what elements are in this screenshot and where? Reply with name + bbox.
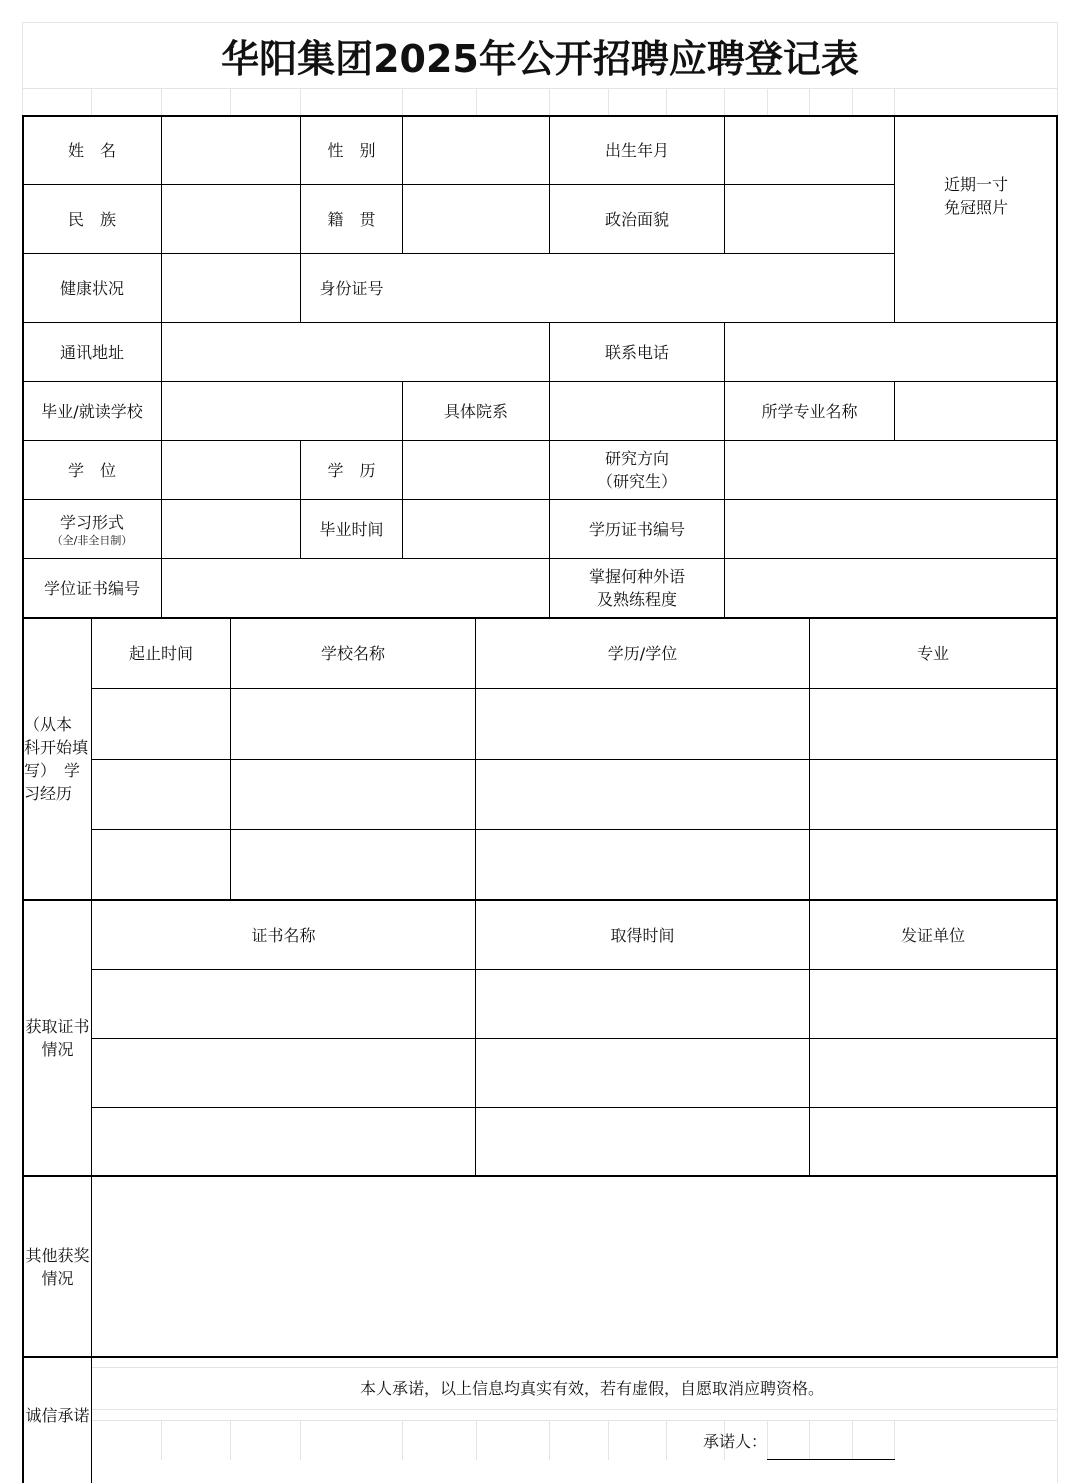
name-field[interactable] — [162, 116, 300, 184]
signer-label: 承诺人： — [702, 1431, 767, 1451]
photo-label: 近期一寸 免冠照片 — [943, 175, 1008, 217]
major-label: 所学专业名称 — [761, 401, 858, 421]
address-label: 通讯地址 — [59, 342, 124, 362]
study-col-major: 专业 — [916, 644, 949, 663]
cert-row-3[interactable] — [92, 1108, 1056, 1175]
department-field[interactable] — [550, 382, 724, 440]
study-col-school: 学校名称 — [320, 644, 385, 663]
grad-time-field[interactable] — [403, 500, 549, 558]
gender-field[interactable] — [403, 116, 549, 184]
awards-section-label: 其他获奖 情况 — [25, 1245, 90, 1288]
edu-cert-no-label: 学历证书编号 — [588, 519, 685, 539]
degree-cert-no-label: 学位证书编号 — [43, 578, 140, 598]
photo-placeholder[interactable] — [895, 116, 1057, 322]
language-label: 掌握何种外语 及熟练程度 — [588, 567, 685, 609]
degree-cert-no-field[interactable] — [162, 559, 549, 617]
cert-row-1[interactable] — [92, 970, 1056, 1038]
phone-label: 联系电话 — [604, 342, 669, 362]
education-field[interactable] — [403, 441, 549, 499]
department-label: 具体院系 — [443, 401, 508, 421]
degree-label: 学 位 — [67, 460, 116, 480]
language-field[interactable] — [725, 559, 1056, 617]
political-status-label: 政治面貌 — [604, 209, 669, 229]
native-place-label: 籍 贯 — [327, 209, 376, 229]
birth-field[interactable] — [725, 116, 894, 184]
id-number-field[interactable] — [403, 254, 894, 322]
study-row-1[interactable] — [92, 689, 1056, 759]
school-field[interactable] — [162, 382, 402, 440]
cert-row-2[interactable] — [92, 1039, 1056, 1107]
study-form-field[interactable] — [162, 500, 300, 558]
cert-col-issuer: 发证单位 — [900, 925, 965, 945]
cert-col-name: 证书名称 — [251, 925, 316, 945]
signer-field[interactable] — [768, 1422, 894, 1459]
research-field[interactable] — [725, 441, 1056, 499]
ethnicity-field[interactable] — [162, 185, 300, 253]
id-number-label: 身份证号 — [319, 278, 384, 298]
awards-field[interactable] — [92, 1177, 1056, 1356]
edu-cert-no-field[interactable] — [725, 500, 1056, 558]
cert-col-date: 取得时间 — [610, 925, 675, 945]
study-col-period: 起止时间 — [128, 644, 193, 663]
address-field[interactable] — [162, 323, 549, 381]
form-title: 华阳集团2025年公开招聘应聘登记表 — [221, 36, 859, 81]
name-label: 姓 名 — [67, 140, 116, 160]
political-status-field[interactable] — [725, 185, 894, 253]
pledge-text: 本人承诺，以上信息均真实有效，若有虚假，自愿取消应聘资格。 — [359, 1378, 824, 1398]
health-field[interactable] — [162, 254, 300, 322]
gender-label: 性 别 — [327, 140, 376, 160]
study-form-label: 学习形式 — [59, 512, 124, 532]
phone-field[interactable] — [725, 323, 1056, 381]
school-label: 毕业/就读学校 — [41, 401, 143, 421]
health-label: 健康状况 — [59, 278, 124, 298]
major-field[interactable] — [895, 382, 1056, 440]
study-form-label-cell — [23, 500, 161, 558]
study-row-2[interactable] — [92, 760, 1056, 829]
grad-time-label: 毕业时间 — [319, 519, 384, 539]
birth-label: 出生年月 — [604, 140, 669, 160]
degree-field[interactable] — [162, 441, 300, 499]
study-col-education: 学历/学位 — [607, 644, 678, 663]
education-label: 学 历 — [327, 460, 376, 480]
research-label: 研究方向 （研究生） — [596, 449, 677, 491]
native-place-field[interactable] — [403, 185, 549, 253]
pledge-section-label: 诚信承诺 — [25, 1405, 90, 1425]
certificates-section-label: 获取证书 情况 — [25, 1017, 90, 1059]
ethnicity-label: 民 族 — [67, 209, 116, 229]
study-form-note: （全/非全日制） — [51, 533, 133, 547]
study-history-section-label: （从本 科开始填 写） 学 习经历 — [24, 715, 89, 803]
study-row-3[interactable] — [92, 830, 1056, 899]
